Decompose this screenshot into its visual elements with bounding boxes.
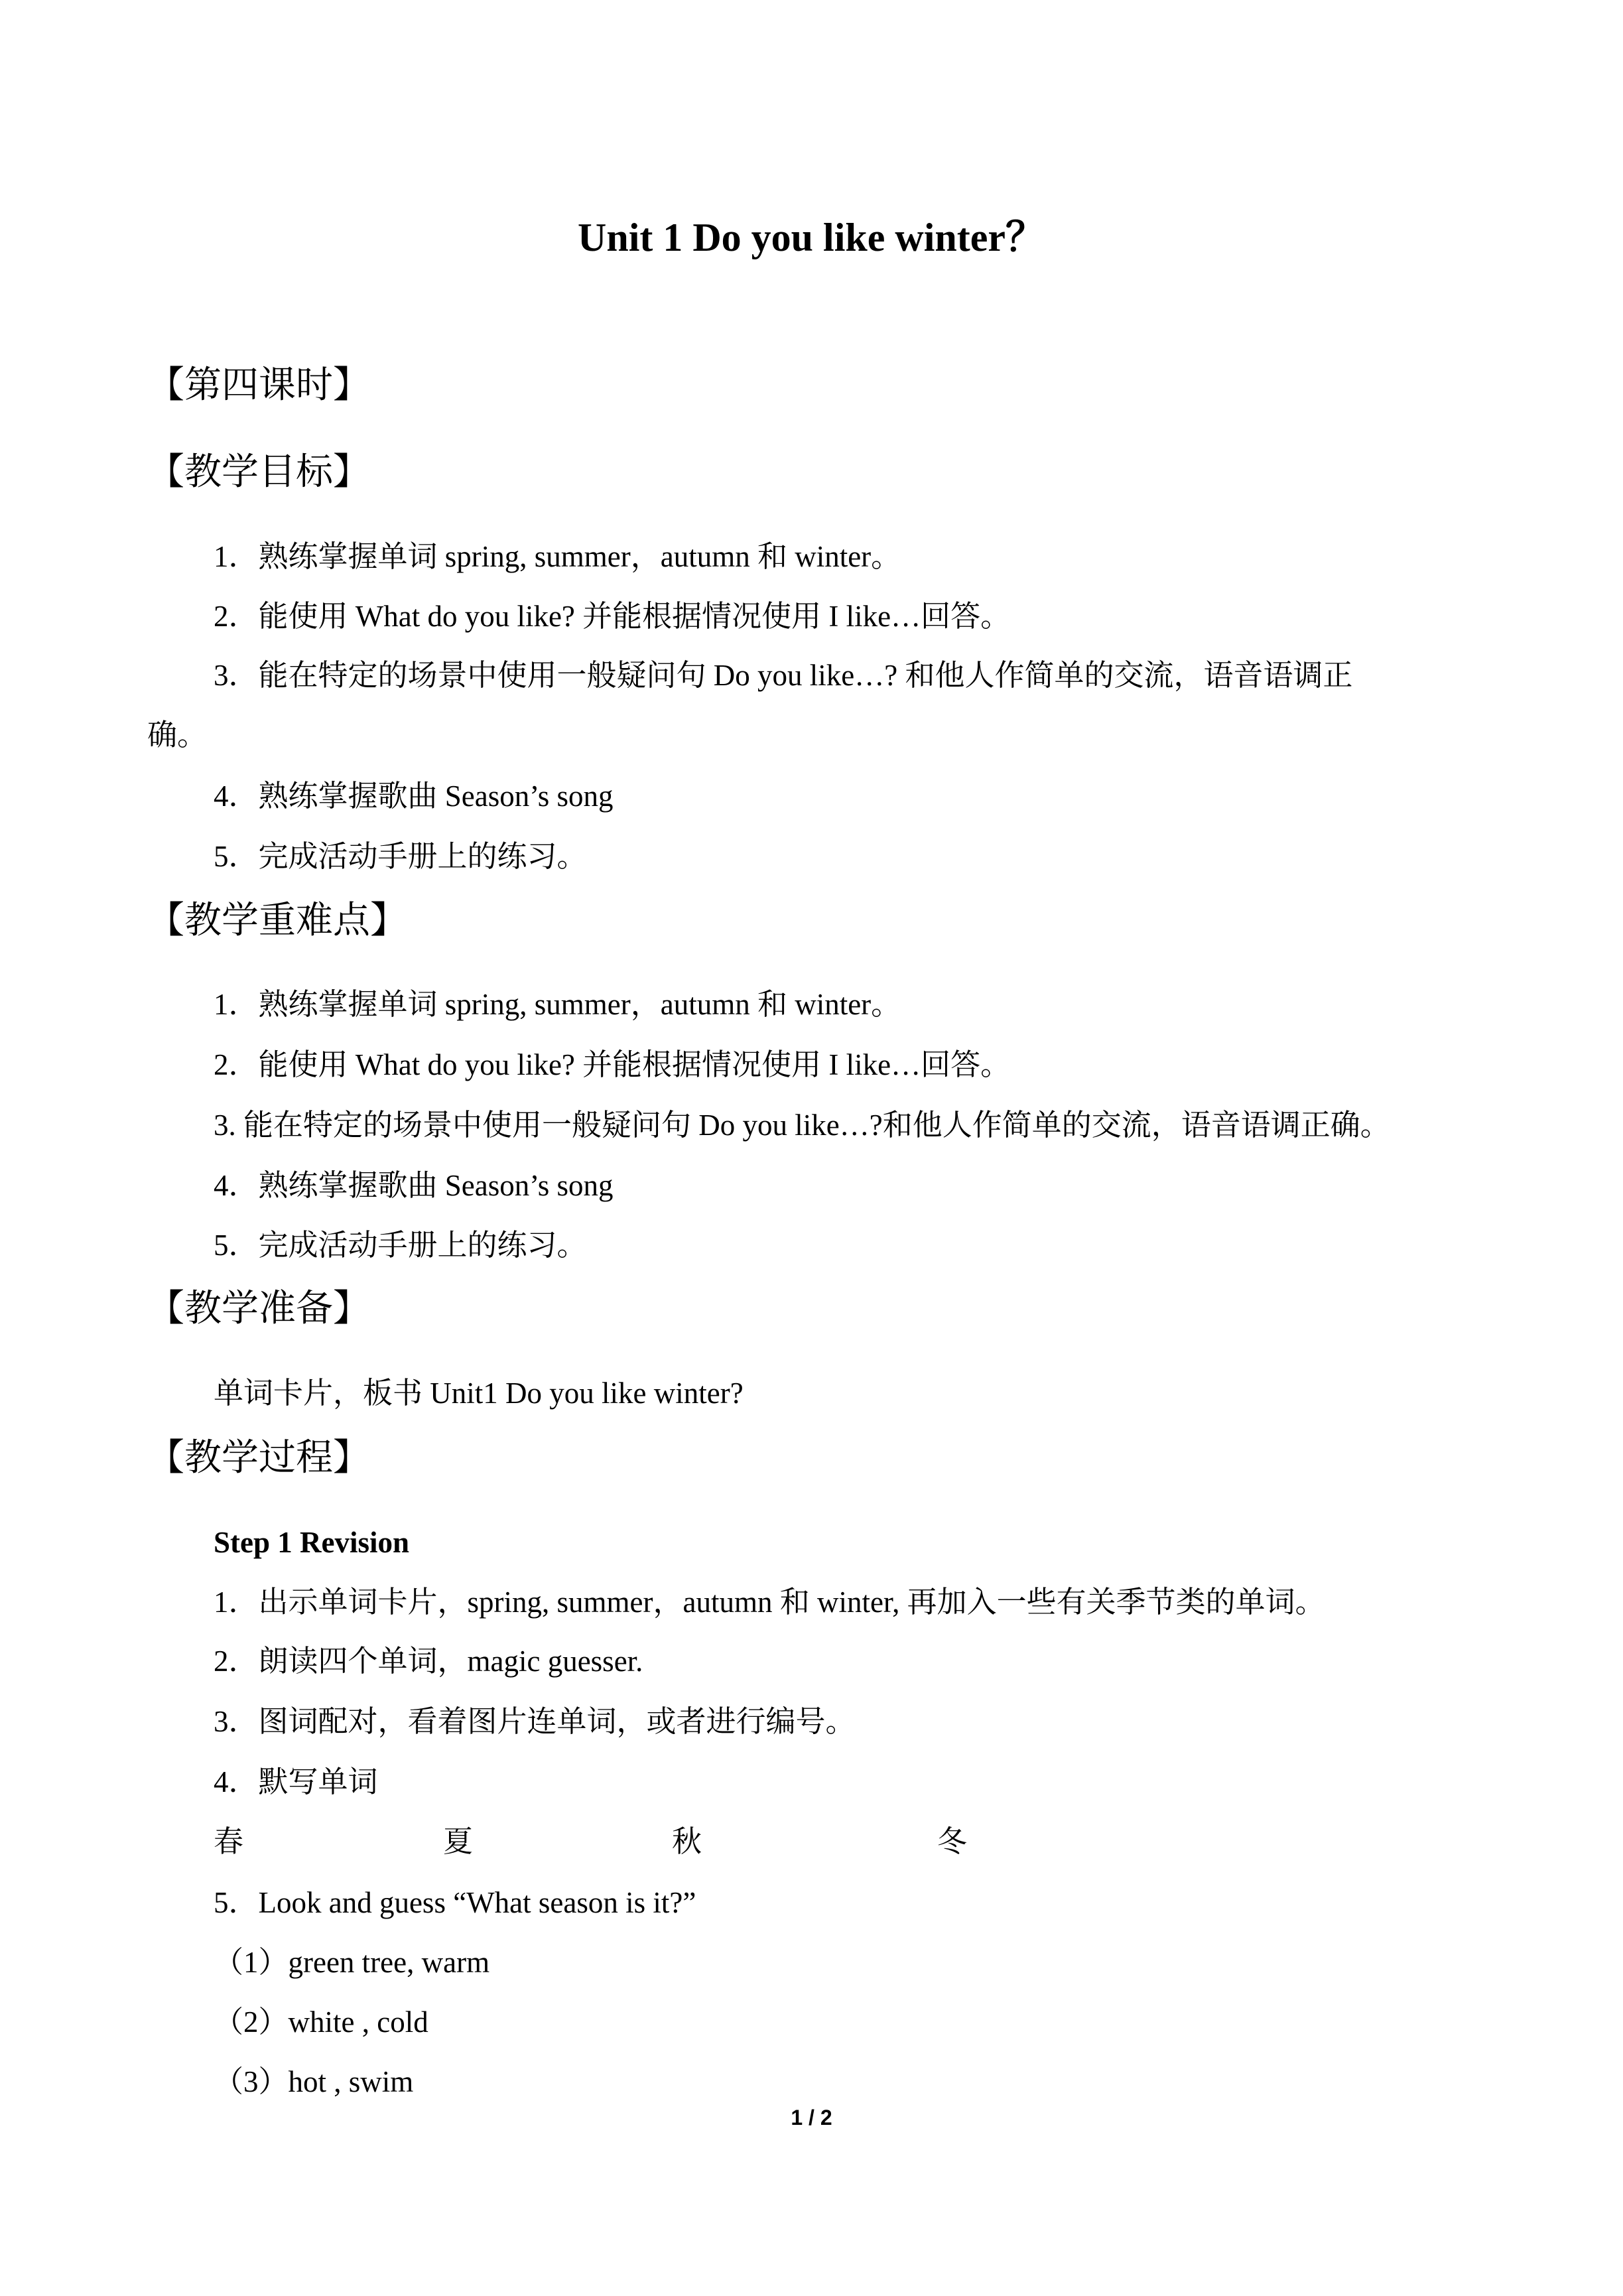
- keypoint-item: 4．熟练掌握歌曲 Season’s song: [214, 1169, 614, 1202]
- season-autumn: 秋: [672, 1825, 702, 1858]
- lesson-heading: 【第四课时】: [147, 364, 370, 407]
- guess-prompt: 5．Look and guess “What season is it?”: [214, 1886, 696, 1919]
- keypoints-heading: 【教学重难点】: [147, 899, 407, 942]
- objectives-heading: 【教学目标】: [147, 450, 370, 494]
- clue-item: （1）green tree, warm: [214, 1946, 490, 1979]
- step1-heading: Step 1 Revision: [214, 1526, 410, 1559]
- process-heading: 【教学过程】: [147, 1436, 370, 1479]
- season-spring: 春: [214, 1825, 244, 1858]
- step1-item: 4．默写单词: [214, 1765, 378, 1798]
- objective-item: 3．能在特定的场景中使用一般疑问句 Do you like…? 和他人作简单的交流，语音语调正: [214, 659, 1353, 692]
- clue-item: （2）white , cold: [214, 2005, 428, 2039]
- objective-item: 4．熟练掌握歌曲 Season’s song: [214, 779, 614, 813]
- keypoint-item: 5．完成活动手册上的练习。: [214, 1229, 587, 1262]
- objective-item: 5．完成活动手册上的练习。: [214, 840, 587, 873]
- step1-item: 2．朗读四个单词，magic guesser.: [214, 1645, 643, 1678]
- keypoint-item: 2．能使用 What do you like? 并能根据情况使用 I like…回答。: [214, 1048, 1011, 1081]
- keypoint-item: 3. 能在特定的场景中使用一般疑问句 Do you like…?和他人作简单的交流，语音语调正确。: [214, 1109, 1390, 1142]
- step1-item: 1．出示单词卡片，spring, summer，autumn 和 winter, 再加入一些有关季节类的单词。: [214, 1586, 1325, 1619]
- document-title: Unit 1 Do you like winter？: [578, 216, 1045, 259]
- step1-item: 3．图词配对，看着图片连单词，或者进行编号。: [214, 1705, 856, 1738]
- objective-item: 2．能使用 What do you like? 并能根据情况使用 I like…回答。: [214, 600, 1011, 633]
- season-summer: 夏: [443, 1825, 474, 1858]
- season-winter: 冬: [937, 1825, 968, 1858]
- objective-item-continuation: 确。: [147, 718, 208, 752]
- objective-item: 1．熟练掌握单词 spring, summer，autumn 和 winter。: [214, 540, 901, 573]
- clue-item: （3）hot , swim: [214, 2065, 414, 2098]
- keypoint-item: 1．熟练掌握单词 spring, summer，autumn 和 winter。: [214, 988, 901, 1021]
- preparation-text: 单词卡片，板书 Unit1 Do you like winter?: [214, 1377, 744, 1410]
- page-number: 1 / 2: [791, 2106, 832, 2129]
- preparation-heading: 【教学准备】: [147, 1287, 370, 1330]
